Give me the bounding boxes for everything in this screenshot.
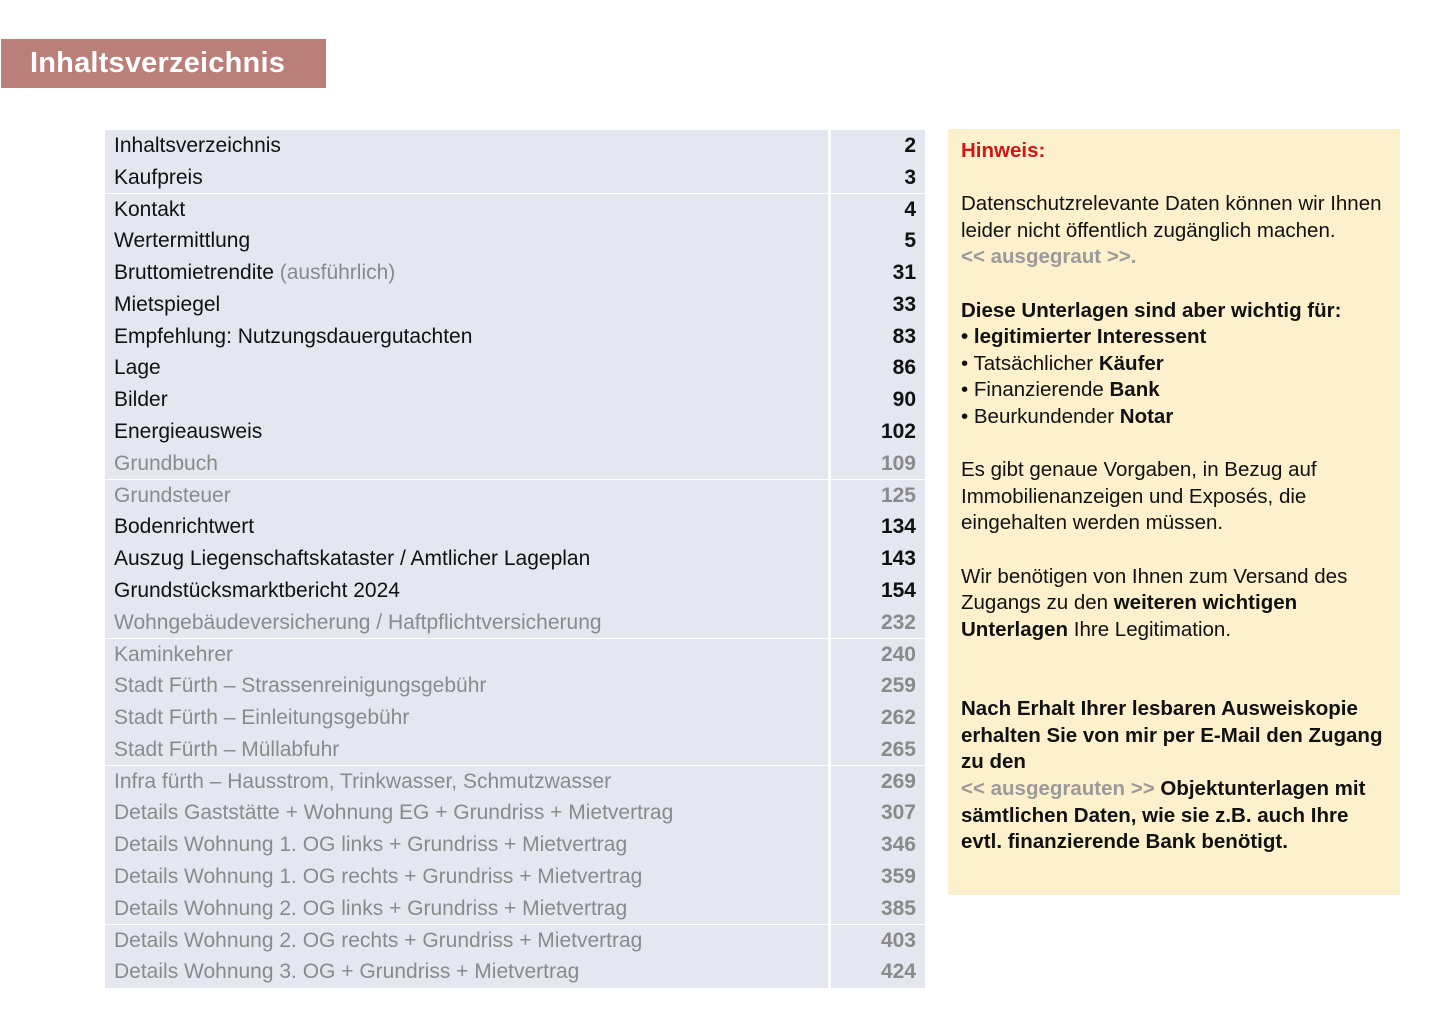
toc-row — [105, 511, 925, 543]
notice-privacy-text — [961, 191, 1388, 271]
notice-list-heading: Diese Unterlagen sind aber wichtig für: — [961, 298, 1342, 322]
toc-row — [105, 257, 925, 289]
toc-entry-page: 424 — [831, 956, 925, 988]
toc-entry-page: 307 — [831, 797, 925, 829]
toc-entry-suffix: (ausführlich) — [273, 261, 396, 285]
toc-entry-title: Details Wohnung 1. OG links + Grundriss + Mietvertrag — [105, 829, 828, 861]
toc-entry-page: 31 — [831, 257, 925, 289]
toc-row — [105, 639, 925, 671]
toc-entry-page: 86 — [831, 352, 925, 384]
toc-entry-page: 359 — [831, 861, 925, 893]
toc-entry-title: Details Gaststätte + Wohnung EG + Grundriss + Mietvertrag — [105, 797, 828, 829]
notice-legitimation-text: Wir benötigen von Ihnen zum Versand des Zugangs zu den weiteren wichtigen Unterlagen Ihre Legitimation. — [961, 564, 1348, 641]
toc-row — [105, 194, 925, 226]
toc-row — [105, 575, 925, 607]
notice-access-text: Nach Erhalt Ihrer lesbaren Ausweiskopie erhalten Sie von mir per E-Mail den Zugang zu den << ausgegrauten >> Objektunterlagen mit sämtlichen Daten, wie sie z.B. auch Ihre evtl. finanzierende Bank benötigt. — [961, 697, 1383, 854]
toc-row — [105, 766, 925, 798]
notice-rules-text: Es gibt genaue Vorgaben, in Bezug auf Immobilienanzeigen und Exposés, die eingehalten werden müssen. — [961, 458, 1317, 535]
toc-entry-page: 33 — [831, 289, 925, 321]
toc-row — [105, 607, 925, 639]
notice-heading: Hinweis: — [961, 139, 1046, 162]
notice-bullet-notar: • Beurkundender Notar — [961, 404, 1174, 428]
toc-row — [105, 925, 925, 957]
toc-row — [105, 352, 925, 384]
toc-row — [105, 162, 925, 194]
toc-entry-page: 2 — [831, 130, 925, 162]
toc-entry-title: Infra fürth – Hausstrom, Trinkwasser, Schmutzwasser — [105, 766, 828, 798]
toc-entry-page: 3 — [831, 162, 925, 194]
toc-entry-title: Bodenrichtwert — [105, 511, 828, 543]
notice-bullet-kaeufer: • Tatsächlicher Käufer — [961, 351, 1164, 375]
toc-entry-page: 134 — [831, 511, 925, 543]
toc-entry-title: Grundsteuer — [105, 480, 828, 512]
toc-entry-title: Details Wohnung 2. OG rechts + Grundriss + Mietvertrag — [105, 925, 828, 957]
toc-row — [105, 893, 925, 925]
toc-entry-page: 143 — [831, 543, 925, 575]
toc-entry-title: Bruttomietrendite (ausführlich) — [105, 257, 828, 289]
notice-box — [948, 129, 1400, 895]
toc-entry-title: Bilder — [105, 384, 828, 416]
table-of-contents — [105, 130, 925, 988]
toc-entry-title: Grundbuch — [105, 448, 828, 480]
toc-row — [105, 130, 925, 162]
toc-entry-title: Stadt Fürth – Einleitungsgebühr — [105, 702, 828, 734]
toc-entry-title: Auszug Liegenschaftskataster / Amtlicher Lageplan — [105, 543, 828, 575]
toc-row — [105, 384, 925, 416]
toc-entry-title: Empfehlung: Nutzungsdauergutachten — [105, 321, 828, 353]
toc-entry-page: 90 — [831, 384, 925, 416]
toc-row — [105, 956, 925, 988]
notice-greyed-marker: << ausgegraut >>. — [961, 245, 1137, 269]
toc-entry-title: Stadt Fürth – Müllabfuhr — [105, 734, 828, 766]
toc-row — [105, 289, 925, 321]
toc-entry-title: Kontakt — [105, 194, 828, 226]
toc-entry-page: 346 — [831, 829, 925, 861]
toc-row — [105, 670, 925, 702]
toc-entry-page: 125 — [831, 480, 925, 512]
toc-row — [105, 321, 925, 353]
toc-entry-page: 102 — [831, 416, 925, 448]
toc-row — [105, 543, 925, 575]
toc-entry-page: 269 — [831, 766, 925, 798]
toc-entry-title: Wohngebäudeversicherung / Haftpflichtversicherung — [105, 607, 828, 639]
toc-entry-page: 259 — [831, 670, 925, 702]
toc-entry-page: 265 — [831, 734, 925, 766]
toc-entry-page: 5 — [831, 225, 925, 257]
toc-row — [105, 861, 925, 893]
toc-entry-page: 262 — [831, 702, 925, 734]
toc-entry-page: 240 — [831, 639, 925, 671]
notice-privacy-body: Datenschutzrelevante Daten können wir Ihnen leider nicht öffentlich zugänglich machen. — [961, 192, 1382, 242]
toc-entry-title: Details Wohnung 3. OG + Grundriss + Mietvertrag — [105, 956, 828, 988]
toc-row — [105, 448, 925, 480]
toc-entry-title: Kaufpreis — [105, 162, 828, 194]
toc-entry-page: 385 — [831, 893, 925, 925]
notice-greyed-documents: << ausgegrauten >> — [961, 777, 1155, 801]
toc-entry-page: 109 — [831, 448, 925, 480]
toc-entry-title: Stadt Fürth – Strassenreinigungsgebühr — [105, 670, 828, 702]
toc-row — [105, 416, 925, 448]
toc-entry-title: Lage — [105, 352, 828, 384]
toc-entry-title: Grundstücksmarktbericht 2024 — [105, 575, 828, 607]
toc-row — [105, 480, 925, 512]
toc-row — [105, 829, 925, 861]
toc-entry-title: Inhaltsverzeichnis — [105, 130, 828, 162]
notice-bullet-interessent: • legitimierter Interessent — [961, 325, 1207, 349]
toc-entry-title: Energieausweis — [105, 416, 828, 448]
toc-entry-page: 232 — [831, 607, 925, 639]
toc-entry-page: 83 — [831, 321, 925, 353]
toc-row — [105, 702, 925, 734]
toc-entry-title: Mietspiegel — [105, 289, 828, 321]
toc-entry-title: Details Wohnung 2. OG links + Grundriss + Mietvertrag — [105, 893, 828, 925]
toc-entry-title: Details Wohnung 1. OG rechts + Grundriss + Mietvertrag — [105, 861, 828, 893]
toc-row — [105, 797, 925, 829]
toc-entry-page: 154 — [831, 575, 925, 607]
toc-entry-title: Kaminkehrer — [105, 639, 828, 671]
toc-row — [105, 225, 925, 257]
notice-bullet-bank: • Finanzierende Bank — [961, 378, 1160, 402]
toc-entry-page: 403 — [831, 925, 925, 957]
toc-row — [105, 734, 925, 766]
toc-entry-title: Wertermittlung — [105, 225, 828, 257]
page-title: Inhaltsverzeichnis — [1, 39, 326, 88]
toc-entry-page: 4 — [831, 194, 925, 226]
